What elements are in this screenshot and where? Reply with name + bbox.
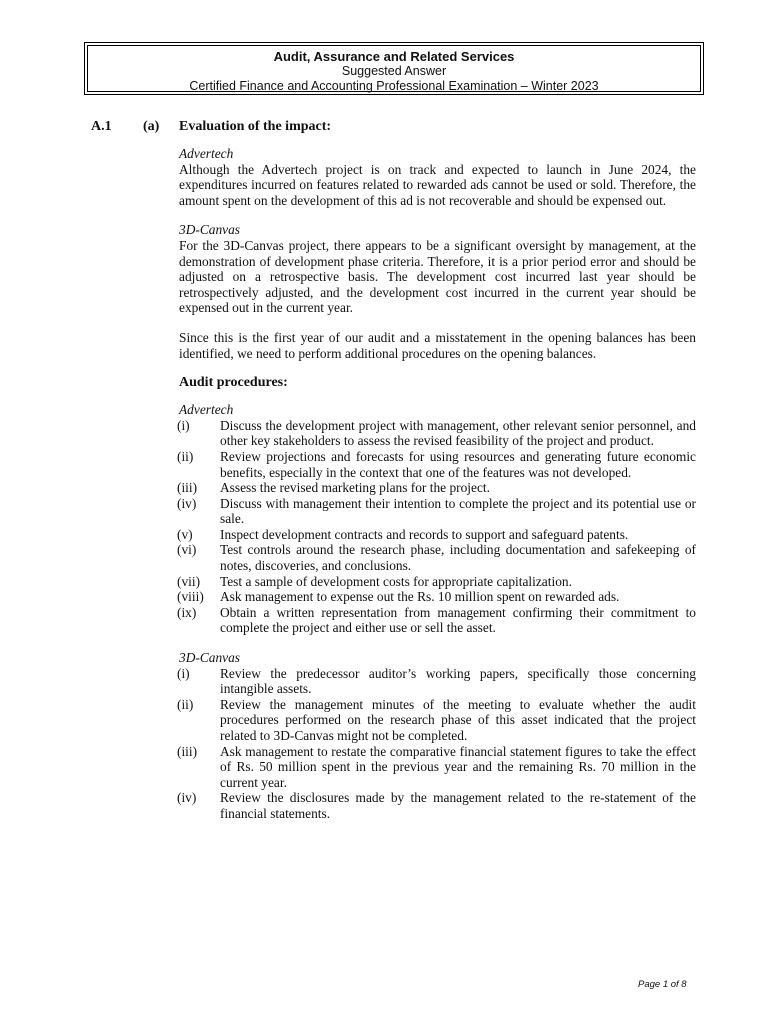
list-item	[177, 418, 696, 449]
list-item	[177, 666, 696, 697]
list-item-text: Inspect development contracts and records to support and safeguard patents.	[220, 526, 629, 542]
list-item-text: Assess the revised marketing plans for the project.	[220, 480, 490, 496]
canvas-impact-text: For the 3D-Canvas project, there appears to be a significant oversight by management, at the demonstration of development phase criteria. Therefore, it is a prior period error and should be adjusted on a retrospective basis. The development cost incurred last year should be retrospectively adjusted, and the development cost incurred in the current year should be expensed out in the current year.	[179, 237, 696, 316]
document-header-inner	[87, 45, 701, 92]
list-item-text: Review the predecessor auditor’s working papers, specifically those concerning intangible assets.	[220, 665, 696, 697]
procedures-heading: Audit procedures:	[179, 375, 288, 391]
list-item-text: Ask management to expense out the Rs. 10 million spent on rewarded ads.	[220, 589, 620, 605]
list-item-number: (vi)	[177, 542, 197, 558]
document-header	[84, 42, 704, 95]
advertech-impact-title: Advertech	[179, 146, 234, 161]
advertech-procedures-list	[179, 418, 696, 636]
list-item-number: (iv)	[177, 790, 197, 806]
subject-title: Audit, Assurance and Related Services	[273, 49, 515, 64]
list-item-text: Obtain a written representation from management confirming their commitment to complete the project and either use or sell the asset.	[220, 604, 696, 636]
list-item-text: Discuss with management their intention to complete the project and its potential use or sale.	[220, 495, 696, 527]
list-item	[177, 589, 696, 605]
list-item-number: (iii)	[177, 480, 198, 496]
list-item-text: Ask management to restate the comparative financial statement figures to take the effect of Rs. 50 million spent in the previous year and the remaining Rs. 70 million in the current year.	[220, 743, 696, 790]
list-item	[177, 480, 696, 496]
list-item-number: (i)	[177, 665, 190, 681]
list-item	[177, 527, 696, 543]
list-item-number: (vii)	[177, 573, 201, 589]
list-item-text: Discuss the development project with management, other relevant senior personnel, and other key stakeholders to assess the revised feasibility of the project and product.	[220, 417, 696, 449]
canvas-impact-title: 3D-Canvas	[179, 222, 240, 238]
canvas-procedures-list	[179, 666, 696, 822]
answer-body	[179, 119, 696, 822]
list-item	[177, 542, 696, 573]
list-item-text: Review the disclosures made by the management related to the re-statement of the financial statements.	[220, 790, 696, 821]
list-item-text: Test a sample of development costs for appropriate capitalization.	[220, 573, 572, 589]
question-number: A.1	[91, 119, 112, 134]
impact-heading: Evaluation of the impact:	[179, 119, 332, 134]
first-year-audit-text: Since this is the first year of our audit and a misstatement in the opening balances has been identified, we need to perform additional procedures on the opening balances.	[179, 329, 696, 361]
list-item	[177, 744, 696, 791]
list-item	[177, 449, 696, 480]
list-item-number: (ii)	[177, 696, 194, 712]
document-subtitle: Suggested Answer	[341, 64, 447, 78]
list-item-text: Review the management minutes of the meeting to evaluate whether the audit procedures performed on the research phase of this asset indicated that the project related to 3D-Canvas might not be completed.	[220, 696, 696, 743]
list-item	[177, 790, 696, 821]
list-item	[177, 574, 696, 590]
question-part: (a)	[143, 119, 160, 134]
list-item-number: (ix)	[177, 604, 197, 620]
list-item-number: (ii)	[177, 448, 194, 464]
list-item	[177, 697, 696, 744]
list-item-text: Test controls around the research phase, including documentation and safekeeping of notes, discoveries, and conclusions.	[220, 542, 696, 574]
advertech-impact-text: Although the Advertech project is on track and expected to launch in June 2024, the expenditures incurred on features related to rewarded ads cannot be used or sold. Therefore, the amount spent on the development of this ad is not recoverable and should be expensed out.	[179, 161, 696, 208]
list-item-number: (v)	[177, 526, 193, 542]
exam-name: Certified Finance and Accounting Professional Examination – Winter 2023	[189, 79, 599, 93]
list-item-text: Review projections and forecasts for using resources and generating future economic benefits, especially in the context that one of the features was not developed.	[220, 448, 696, 480]
canvas-procedures-title: 3D-Canvas	[179, 650, 240, 666]
list-item	[177, 605, 696, 636]
list-item	[177, 496, 696, 527]
advertech-procedures-title: Advertech	[179, 402, 234, 418]
list-item-number: (i)	[177, 417, 190, 433]
list-item-number: (iv)	[177, 495, 197, 511]
list-item-number: (viii)	[177, 589, 204, 605]
list-item-number: (iii)	[177, 743, 198, 759]
page-number: Page 1 of 8	[638, 979, 687, 990]
